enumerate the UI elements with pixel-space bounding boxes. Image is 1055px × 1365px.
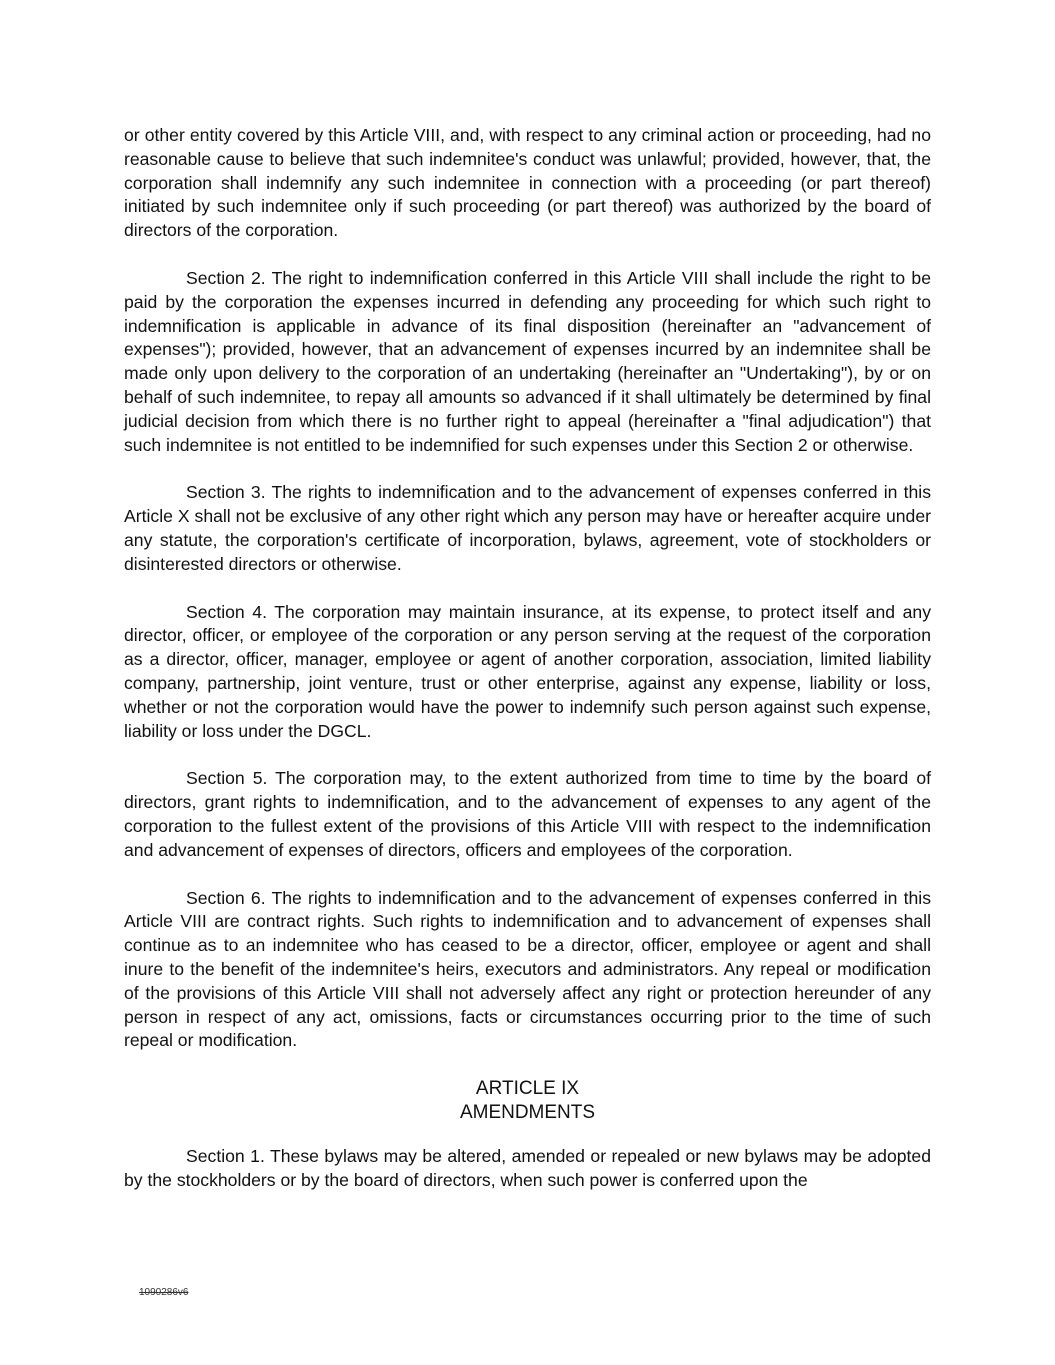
paragraph-section-5: Section 5. The corporation may, to the extent authorized from time to time by the board of directors, grant rights to indemnification, and to the advancement of expenses to any agent of the corporation to the fullest extent of the provisions of this Article VIII with respect to the indemnification and advancement of expenses of directors, officers and employees of the corporation. (124, 768, 931, 860)
paragraph-article-ix-section-1: Section 1. These bylaws may be altered, amended or repealed or new bylaws may be adopted by the stockholders or by the board of directors, when such power is conferred upon the (124, 1146, 931, 1190)
document-id-footer: 1090286v6 (139, 1287, 189, 1298)
article-heading-block (124, 1077, 931, 1125)
paragraph-section-6: Section 6. The rights to indemnification and to the advancement of expenses conferred in this Article VIII are contract rights. Such rights to indemnification and to advancement of expenses shall continue as to an indemnitee who has ceased to be a director, officer, employee or agent and shall inure to the benefit of the indemnitee's heirs, executors and administrators. Any repeal or modification of the provisions of this Article VIII shall not adversely affect any right or protection hereunder of any person in respect of any act, omissions, facts or circumstances occurring prior to the time of such repeal or modification. (124, 887, 931, 1051)
paragraph-section-2: Section 2. The right to indemnification conferred in this Article VIII shall include the right to be paid by the corporation the expenses incurred in defending any proceeding for which such right to indemnification is applicable in advance of its final disposition (hereinafter an "advancement of expenses"); provided, however, that an advancement of expenses incurred by an indemnitee shall be made only upon delivery to the corporation of an undertaking (hereinafter an "Undertaking"), by or on behalf of such indemnitee, to repay all amounts so advanced if it shall ultimately be determined by final judicial decision from which there is no further right to appeal (hereinafter a "final adjudication") that such indemnitee is not entitled to be indemnified for such expenses under this Section 2 or otherwise. (124, 267, 931, 455)
paragraph-section-4: Section 4. The corporation may maintain insurance, at its expense, to protect itself and any director, officer, or employee of the corporation or any person serving at the request of the corporation as a director, officer, manager, employee or agent of another corporation, association, limited liability company, partnership, joint venture, trust or other enterprise, against any expense, liability or loss, whether or not the corporation would have the power to indemnify such person against such expense, liability or loss under the DGCL. (124, 601, 931, 741)
document-page (124, 124, 931, 1217)
paragraph-section-3: Section 3. The rights to indemnification and to the advancement of expenses conferred in this Article X shall not be exclusive of any other right which any person may have or hereafter acquire under any statute, the corporation's certificate of incorporation, bylaws, agreement, vote of stockholders or disinterested directors or otherwise. (124, 482, 931, 574)
paragraph-continuation: or other entity covered by this Article VIII, and, with respect to any criminal action or proceeding, had no reasonable cause to believe that such indemnitee's conduct was unlawful; provided, however, that, the corporation shall indemnify any such indemnitee in connection with a proceeding (or part thereof) initiated by such indemnitee only if such proceeding (or part thereof) was authorized by the board of directors of the corporation. (124, 125, 931, 241)
article-heading: ARTICLE IX (475, 1078, 580, 1100)
article-title: AMENDMENTS (459, 1102, 596, 1124)
